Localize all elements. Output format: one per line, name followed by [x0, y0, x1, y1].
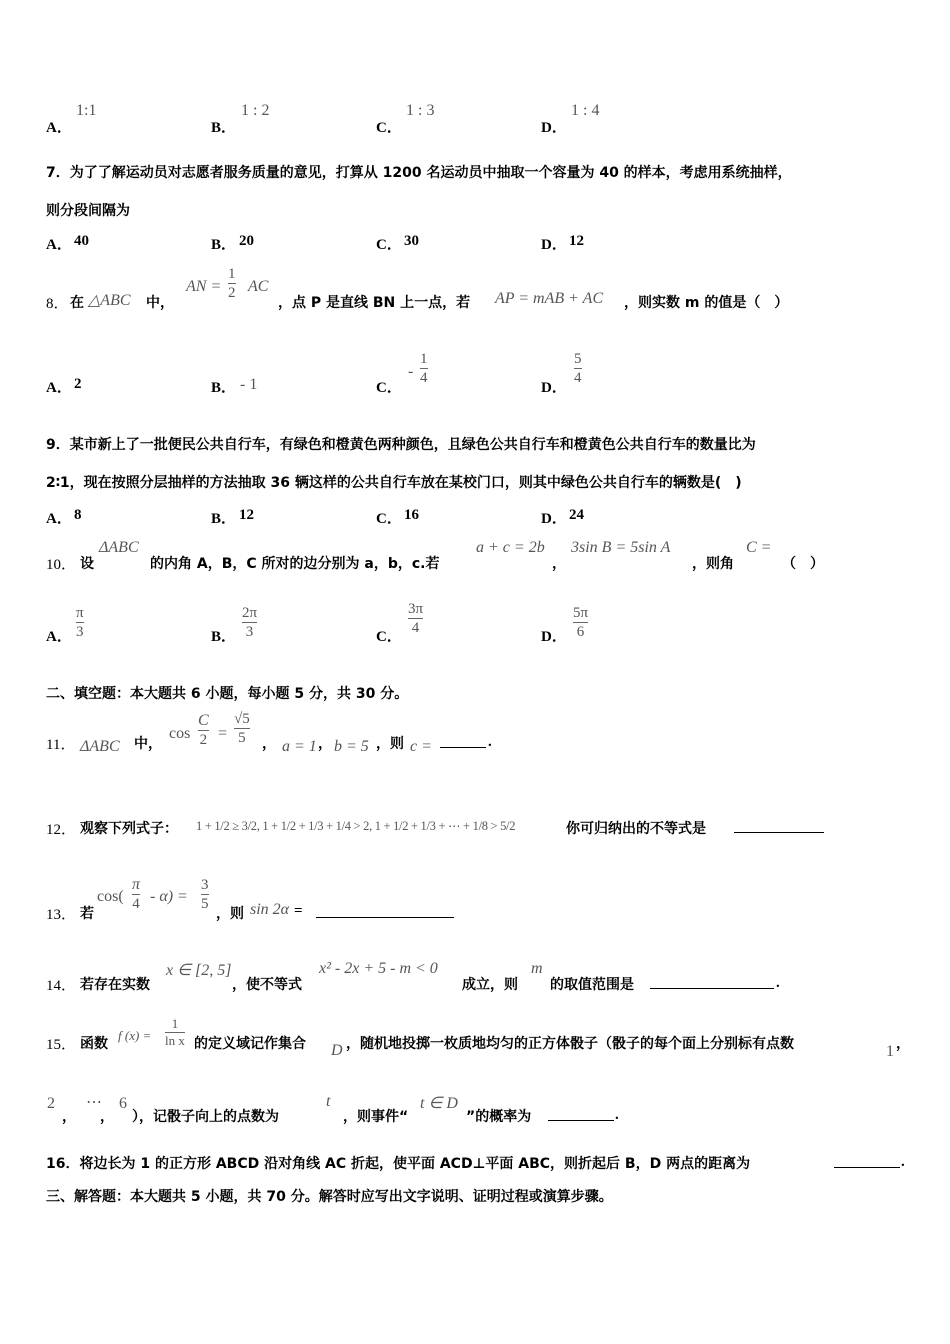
- q14-inequality: x² - 2x + 5 - m < 0: [319, 960, 438, 977]
- q10-option-d-num: 5π: [573, 605, 589, 621]
- q16-end: .: [901, 1154, 905, 1170]
- q15-answer-blank[interactable]: [548, 1106, 614, 1121]
- q13-number: 13．: [46, 907, 77, 923]
- q10-option-c-den: 4: [411, 620, 420, 636]
- q10-angle-c: C =: [746, 539, 772, 556]
- q16-answer-blank[interactable]: [834, 1153, 900, 1168]
- q12-text-1: 观察下列式子：: [80, 821, 178, 837]
- q10-option-c-frac: [408, 600, 423, 637]
- q12-answer-blank[interactable]: [734, 818, 824, 833]
- q11-sqrt-num: √5: [234, 711, 250, 727]
- q14-m: m: [531, 960, 543, 977]
- q13-cos: cos(: [97, 888, 124, 905]
- q11-comma-2: ，: [318, 736, 332, 752]
- q6-option-b-label: B．: [211, 120, 237, 136]
- q14-x-range: x ∈ [2, 5]: [166, 962, 232, 979]
- q10-option-a-den: 3: [76, 624, 84, 640]
- q12-number: 12．: [46, 822, 77, 838]
- q8-option-c-sign: -: [408, 363, 414, 380]
- q8-option-a-label: A．: [46, 380, 72, 396]
- q11-sqrt-frac: [234, 710, 250, 747]
- q15-f: f (x) =: [118, 1028, 152, 1043]
- q10-option-d-frac: [573, 604, 588, 641]
- q9-option-c-value: 16: [404, 507, 419, 523]
- q12-text-2: 你可归纳出的不等式是: [566, 821, 706, 837]
- q7-option-c-label: C．: [376, 237, 402, 253]
- q9-stem-line1: 9．某市新上了一批便民公共自行车，有绿色和橙黄色两种颜色，且绿色公共自行车和橙黄色公共自行车的数量比为: [46, 437, 756, 453]
- q14-text-3: 成立，则: [462, 977, 518, 993]
- q9-option-b-value: 12: [239, 507, 254, 523]
- q15-frac-den: ln x: [165, 1033, 185, 1048]
- q8-option-d-num: 5: [574, 351, 582, 367]
- q11-half-angle-num: C: [198, 712, 209, 729]
- q15-text-5: ，则事件“: [343, 1109, 409, 1125]
- q13-value-den: 5: [201, 896, 209, 912]
- q10-option-b-den: 3: [245, 624, 254, 640]
- q14-text-4: 的取值范围是: [550, 977, 634, 993]
- q10-option-b-num: 2π: [242, 605, 258, 621]
- q10-number: 10．: [46, 557, 77, 573]
- q7-option-b-value: 20: [239, 233, 254, 249]
- q10-text-1: 设: [80, 556, 94, 572]
- q13-value-frac: [201, 876, 209, 913]
- q8-option-d-frac: [574, 350, 582, 387]
- q10-option-b-frac: [242, 604, 257, 641]
- q9-option-b-label: B．: [211, 511, 237, 527]
- q15-one: 1: [886, 1043, 894, 1060]
- q13-pi-frac: [132, 876, 140, 913]
- q7-option-d-value: 12: [569, 233, 584, 249]
- q13-minus-alpha: - α) =: [150, 888, 188, 905]
- q15-comma-1: ，: [896, 1036, 910, 1052]
- q8-ap-eq: AP = mAB + AC: [495, 290, 604, 307]
- q10-text-3: ，则角: [692, 556, 734, 572]
- q8-half-den: 2: [228, 285, 236, 301]
- q10-option-d-label: D．: [541, 629, 567, 645]
- q8-option-d-den: 4: [574, 370, 582, 386]
- q9-option-c-label: C．: [376, 511, 402, 527]
- q8-option-a-value: 2: [74, 376, 82, 392]
- q15-event: t ∈ D: [420, 1095, 458, 1112]
- q10-text-4: （ ）: [782, 556, 824, 572]
- q9-option-d-value: 24: [569, 507, 584, 523]
- q10-eq2: 3sin B = 5sin A: [571, 539, 671, 556]
- q15-set-d: D: [331, 1042, 343, 1059]
- q15-comma-2: ，: [62, 1109, 76, 1125]
- q8-text-1: 在: [70, 295, 84, 311]
- q11-c: c =: [410, 738, 432, 755]
- q7-stem-line1: 7．为了了解运动员对志愿者服务质量的意见，打算从 1200 名运动员中抽取一个容量为 40 的样本，考虑用系统抽样，: [46, 165, 792, 181]
- q11-a: a = 1: [282, 738, 317, 755]
- q11-number: 11．: [46, 737, 76, 753]
- q10-eq1: a + c = 2b: [476, 539, 545, 556]
- q10-triangle: ΔABC: [99, 539, 139, 556]
- q9-option-d-label: D．: [541, 511, 567, 527]
- q15-number: 15．: [46, 1037, 77, 1053]
- q9-option-a-label: A．: [46, 511, 72, 527]
- q10-option-c-label: C．: [376, 629, 402, 645]
- q8-option-b-label: B．: [211, 380, 237, 396]
- q14-text-1: 若存在实数: [80, 977, 150, 993]
- q6-option-d-value: 1 : 4: [571, 102, 600, 119]
- q11-end: .: [488, 734, 492, 750]
- q11-equals: =: [218, 725, 228, 742]
- q13-sin: sin 2α: [250, 901, 290, 918]
- q10-option-c-num: 3π: [408, 601, 424, 617]
- q14-end: .: [776, 975, 780, 991]
- q13-text-2: ，则: [216, 906, 244, 922]
- q13-pi-num: π: [132, 876, 141, 893]
- q11-answer-blank[interactable]: [440, 733, 486, 748]
- q13-answer-blank[interactable]: [316, 903, 454, 918]
- q15-six: 6: [119, 1095, 127, 1112]
- q15-t: t: [326, 1093, 331, 1110]
- q15-text-3: ，随机地投掷一枚质地均匀的正方体骰子（骰子的每个面上分别标有点数: [346, 1036, 794, 1052]
- q11-half-angle-den: 2: [199, 732, 208, 748]
- q14-number: 14．: [46, 978, 77, 994]
- q11-half-angle: [198, 712, 209, 749]
- q15-frac-num: 1: [171, 1016, 179, 1031]
- q7-option-a-label: A．: [46, 237, 72, 253]
- q11-comma: ，: [262, 736, 276, 752]
- q8-option-b-value: - 1: [240, 376, 258, 393]
- q15-frac: [165, 1016, 185, 1049]
- q15-two: 2: [47, 1095, 55, 1112]
- q8-option-c-frac: [420, 350, 428, 387]
- q7-option-c-value: 30: [404, 233, 419, 249]
- q8-text-3: ，点 P 是直线 BN 上一点，若: [278, 295, 471, 311]
- q15-text-4: ），记骰子向上的点数为: [132, 1109, 279, 1125]
- q13-value-num: 3: [201, 877, 209, 893]
- q10-option-a-frac: [76, 604, 84, 641]
- q8-text-2: 中，: [146, 295, 174, 311]
- q12-inequalities: 1 + 1/2 ≥ 3/2, 1 + 1/2 + 1/3 + 1/4 > 2, 1 + 1/2 + 1/3 + ⋯ + 1/8 > 5/2: [196, 819, 516, 833]
- q15-end: .: [615, 1107, 619, 1123]
- q8-number: 8．: [46, 296, 69, 312]
- q7-option-a-value: 40: [74, 233, 89, 249]
- q7-stem-line2: 则分段间隔为: [46, 203, 130, 219]
- q10-comma: ，: [552, 556, 566, 572]
- q8-option-c-num: 1: [420, 351, 428, 367]
- q8-option-c-den: 4: [420, 370, 428, 386]
- q8-half: [228, 265, 236, 302]
- q8-ac: AC: [248, 278, 269, 295]
- q8-option-c-label: C．: [376, 380, 402, 396]
- q16-stem: 16．将边长为 1 的正方形 ABCD 沿对角线 AC 折起，使平面 ACD⊥平面 ABC，则折起后 B，D 两点的距离为: [46, 1156, 751, 1172]
- q15-text-1: 函数: [80, 1036, 108, 1052]
- q11-text-2: ，则: [376, 736, 404, 752]
- q9-option-a-value: 8: [74, 507, 82, 523]
- q10-option-a-num: π: [76, 605, 84, 621]
- q8-an: AN =: [186, 278, 222, 295]
- q11-text-1: 中，: [134, 736, 162, 752]
- q15-text-2: 的定义域记作集合: [194, 1036, 306, 1052]
- section-3-heading: 三、解答题：本大题共 5 小题，共 70 分。解答时应写出文字说明、证明过程或演算步骤。: [46, 1189, 613, 1205]
- q7-option-b-label: B．: [211, 237, 237, 253]
- q11-triangle: ΔABC: [80, 738, 120, 755]
- q11-sqrt-den: 5: [238, 730, 246, 746]
- q9-stem-line2: 2∶1，现在按照分层抽样的方法抽取 36 辆这样的公共自行车放在某校门口，则其中绿色公共自行车的辆数是( ): [46, 475, 742, 491]
- q10-option-a-label: A．: [46, 629, 72, 645]
- q15-comma-3: ，: [100, 1109, 114, 1125]
- q15-text-6: ”的概率为: [466, 1109, 532, 1125]
- q13-pi-den: 4: [132, 896, 140, 912]
- q10-option-b-label: B．: [211, 629, 237, 645]
- q15-dots: ⋯: [86, 1094, 102, 1111]
- q6-option-c-value: 1 : 3: [406, 102, 435, 119]
- q6-option-a-value: 1:1: [76, 102, 97, 119]
- q14-answer-blank[interactable]: [650, 974, 774, 989]
- q6-option-c-label: C．: [376, 120, 402, 136]
- q7-option-d-label: D．: [541, 237, 567, 253]
- q8-text-4: ，则实数 m 的值是（ ）: [624, 295, 789, 311]
- q10-text-2: 的内角 A，B，C 所对的边分别为 a，b，c.若: [150, 556, 440, 572]
- q8-triangle: △ABC: [88, 292, 131, 309]
- q6-option-a-label: A．: [46, 120, 72, 136]
- q11-b: b = 5: [334, 738, 369, 755]
- q14-text-2: ，使不等式: [232, 977, 302, 993]
- q8-option-d-label: D．: [541, 380, 567, 396]
- q13-text-3: =: [294, 903, 303, 919]
- q11-cos: cos: [169, 725, 191, 742]
- q8-half-num: 1: [228, 266, 236, 282]
- q10-option-d-den: 6: [576, 624, 585, 640]
- section-2-heading: 二、填空题：本大题共 6 小题，每小题 5 分，共 30 分。: [46, 686, 409, 702]
- q6-option-d-label: D．: [541, 120, 567, 136]
- q13-text-1: 若: [80, 906, 94, 922]
- q6-option-b-value: 1 : 2: [241, 102, 270, 119]
